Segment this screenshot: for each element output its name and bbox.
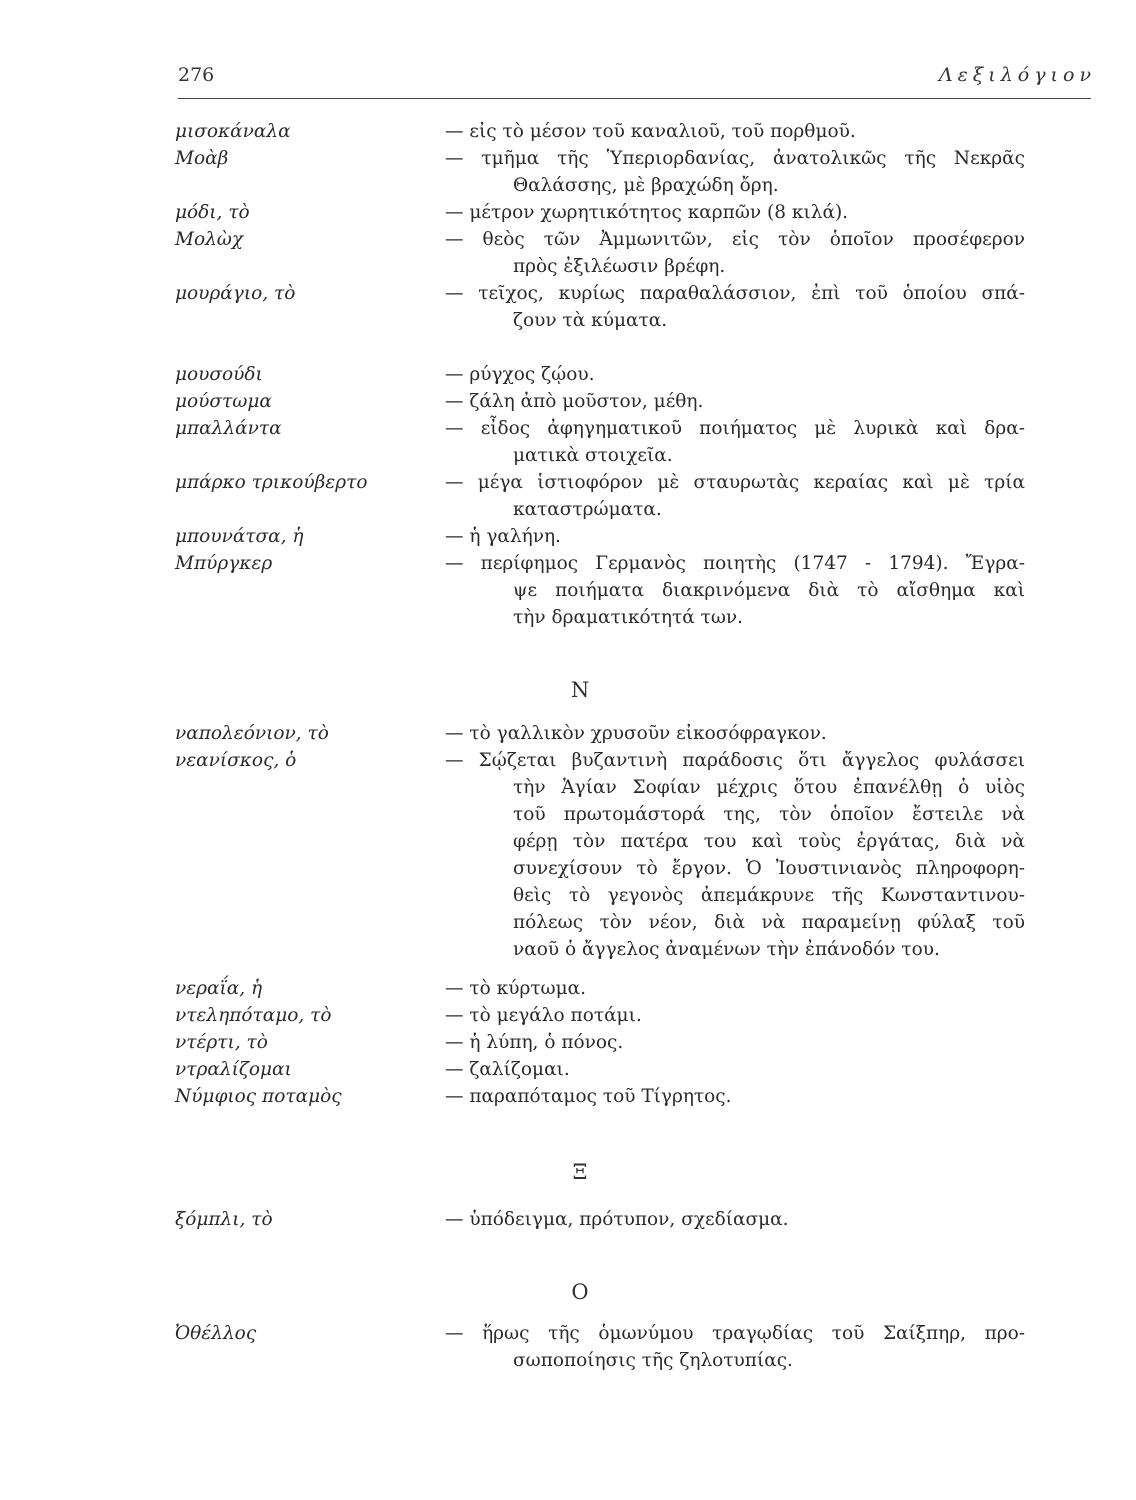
entry-definition	[445, 1029, 1025, 1056]
definition-line: πόλεως τὸν νέον, διὰ νὰ παραμείνῃ φύλαξ τοῦ	[513, 912, 1025, 933]
definition-line: — τὸ μεγάλο ποτάμι.	[445, 1005, 642, 1026]
definition-line: συνεχίσουν τὸ ἔργον. Ὁ Ἰουστινιανὸς πληροφορη-	[513, 858, 1025, 879]
entry-lemma: Νύμφιος ποταμὸς	[175, 1086, 342, 1107]
entry-definition	[445, 226, 1025, 280]
page-number: 276	[178, 64, 215, 86]
definition-line: — ἡ λύπη, ὁ πόνος.	[445, 1032, 624, 1053]
entry-definition	[445, 199, 1025, 226]
entry-definition	[445, 523, 1025, 550]
definition-line: — ἡ γαλήνη.	[445, 526, 561, 547]
entry-lemma: μουράγιο, τὸ	[175, 283, 296, 304]
entry-lemma: νεραΐα, ἡ	[175, 978, 263, 999]
definition-line: ματικὰ στοιχεῖα.	[513, 445, 673, 466]
definition-line: — μέγα ἱστιοφόρον μὲ σταυρωτὰς κεραίας καὶ μὲ τρία	[445, 472, 1025, 493]
definition-line: ψε ποιήματα διακρινόμενα διὰ τὸ αἴσθημα καὶ	[513, 580, 1025, 601]
definition-line: καταστρώματα.	[513, 499, 662, 520]
entry-definition	[445, 1083, 1025, 1110]
entry-lemma: Μοὰβ	[175, 148, 229, 169]
definition-line: — τμῆμα τῆς Ὑπεριορδανίας, ἀνατολικῶς τῆς Νεκρᾶς	[445, 148, 1025, 169]
header-rule	[178, 98, 1091, 99]
entry-lemma: μπουνάτσα, ἡ	[175, 526, 304, 547]
entry-lemma: Ὀθέλλος	[175, 1323, 257, 1344]
entry-definition	[445, 145, 1025, 199]
entry-definition	[445, 361, 1025, 388]
definition-line: θεὶς τὸ γεγονὸς ἀπεμάκρυνε τῆς Κωνσταντινου-	[513, 885, 1025, 906]
entry-definition	[445, 388, 1025, 415]
definition-line: φέρῃ τὸν πατέρα του καὶ τοὺς ἐργάτας, διὰ νὰ	[513, 831, 1025, 852]
entry-definition	[445, 550, 1025, 631]
section-letter-heading: Ο	[571, 1280, 589, 1304]
entry-lemma: ντέρτι, τὸ	[175, 1032, 268, 1053]
entry-definition	[445, 469, 1025, 523]
definition-line: — θεὸς τῶν Ἀμμωνιτῶν, εἰς τὸν ὁποῖον προσέφερον	[445, 229, 1025, 250]
entry-lemma: Μπύργκερ	[175, 553, 273, 574]
entry-definition	[445, 1002, 1025, 1029]
entry-lemma: ξόμπλι, τὸ	[175, 1209, 273, 1230]
entry-lemma: νεανίσκος, ὁ	[175, 750, 297, 771]
entry-lemma: ντεληπόταμο, τὸ	[175, 1005, 332, 1026]
definition-line: — ζαλίζομαι.	[445, 1059, 570, 1080]
definition-line: — εἶδος ἀφηγηματικοῦ ποιήματος μὲ λυρικὰ καὶ δρα-	[445, 418, 1025, 439]
entry-definition	[445, 720, 1025, 747]
definition-line: ζουν τὰ κύματα.	[513, 310, 668, 331]
definition-line: — ρύγχος ζῴου.	[445, 364, 595, 385]
entry-lemma: μπαλλάντα	[175, 418, 282, 439]
definition-line: — ὑπόδειγμα, πρότυπον, σχεδίασμα.	[445, 1209, 789, 1230]
definition-line: — τεῖχος, κυρίως παραθαλάσσιον, ἐπὶ τοῦ ὁποίου σπά-	[445, 283, 1025, 304]
definition-line: τὴν δραματικότητά των.	[513, 607, 744, 628]
definition-line: — παραπόταμος τοῦ Τίγρητος.	[445, 1086, 732, 1107]
definition-line: τοῦ πρωτομάστορά της, τὸν ὁποῖον ἔστειλε νὰ	[513, 804, 1025, 825]
definition-line: ναοῦ ὁ ἄγγελος ἀναμένων τὴν ἐπάνοδόν του.	[513, 939, 940, 960]
definition-line: τὴν Ἁγίαν Σοφίαν μέχρις ὅτου ἐπανέλθῃ ὁ υἱὸς	[513, 777, 1025, 798]
entry-lemma: Μολὼχ	[175, 229, 244, 250]
entry-lemma: μούστωμα	[175, 391, 272, 412]
definition-line: — περίφημος Γερμανὸς ποιητὴς (1747 - 1794). Ἔγρα-	[445, 553, 1025, 574]
entry-definition	[445, 1320, 1025, 1374]
definition-line: πρὸς ἐξιλέωσιν βρέφη.	[513, 256, 726, 277]
definition-line: — εἰς τὸ μέσον τοῦ καναλιοῦ, τοῦ πορθμοῦ.	[445, 121, 856, 142]
entry-definition	[445, 1056, 1025, 1083]
definition-line: — ζάλη ἀπὸ μοῦστον, μέθη.	[445, 391, 704, 412]
definition-line: σωποποίησις τῆς ζηλοτυπίας.	[513, 1350, 793, 1371]
entry-definition	[445, 415, 1025, 469]
definition-line: — τὸ γαλλικὸν χρυσοῦν εἰκοσόφραγκον.	[445, 723, 827, 744]
entry-lemma: μπάρκο τρικούβερτο	[175, 472, 368, 493]
entry-definition	[445, 747, 1025, 963]
definition-line: — τὸ κύρτωμα.	[445, 978, 587, 999]
entry-lemma: μουσούδι	[175, 364, 263, 385]
entry-definition	[445, 118, 1025, 145]
definition-line: — μέτρον χωρητικότητος καρπῶν (8 κιλά).	[445, 202, 849, 223]
entry-lemma: μισοκάναλα	[175, 121, 291, 142]
entry-lemma: μόδι, τὸ	[175, 202, 250, 223]
section-letter-heading: Ν	[570, 678, 590, 702]
entry-definition	[445, 975, 1025, 1002]
entry-definition	[445, 1206, 1025, 1233]
running-title: Λεξιλόγιον	[938, 64, 1096, 86]
section-letter-heading: Ξ	[572, 1160, 588, 1184]
entry-definition	[445, 280, 1025, 334]
entry-lemma: ντραλίζομαι	[175, 1059, 292, 1080]
running-head	[178, 64, 1096, 94]
entry-lemma: ναπολεόνιον, τὸ	[175, 723, 329, 744]
definition-line: — Σῴζεται βυζαντινὴ παράδοσις ὅτι ἄγγελος φυλάσσει	[445, 750, 1025, 771]
definition-line: — ἥρως τῆς ὁμωνύμου τραγῳδίας τοῦ Σαίξπηρ, προ-	[445, 1323, 1025, 1344]
definition-line: Θαλάσσης, μὲ βραχώδη ὄρη.	[513, 175, 779, 196]
